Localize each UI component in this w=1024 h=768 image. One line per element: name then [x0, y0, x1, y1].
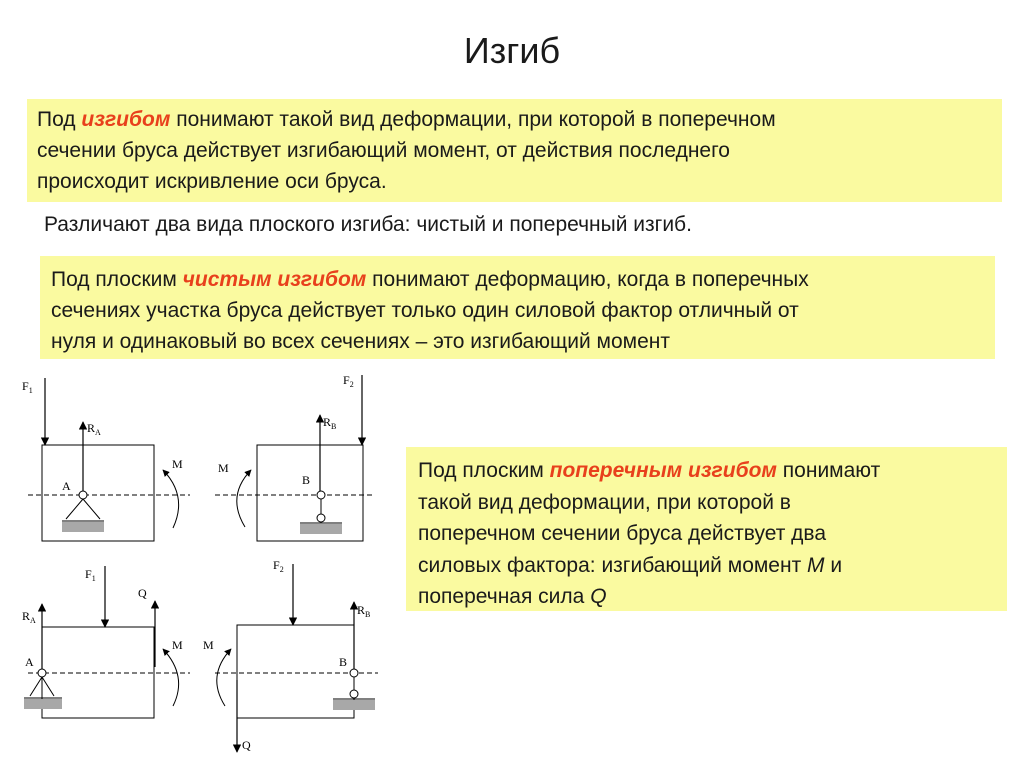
diagram-pure-right [215, 373, 375, 541]
label-b: B [302, 473, 311, 487]
term-transverse-bending: поперечным изгибом [549, 459, 777, 482]
label-ra: $R_A$ [22, 609, 36, 625]
ground-b [333, 700, 375, 710]
label-f2: $F_2$ [343, 373, 354, 389]
moment-arrow [163, 649, 179, 706]
label-ra: $R_A$ [87, 421, 101, 437]
label-b: B [339, 655, 348, 669]
moment-arrow [163, 470, 179, 528]
definition-transverse-bending: Под плоским поперечным изгибом понимают такой вид деформации, при которой в поперечном сечении бруса действует два силовых фактора: изгибающий момент М и поперечная сила Q [406, 447, 1007, 611]
moment-arrow [237, 470, 251, 527]
definition-bending: Под изгибом понимают такой вид деформации, при которой в поперечном сечении бруса действует изгибающий момент, от действия последнего происходит искривление оси бруса. [27, 99, 1002, 202]
label-f1: $F_1$ [22, 379, 33, 395]
label-a: A [25, 655, 34, 669]
roller-support-b [350, 669, 358, 677]
page-title: Изгиб [463, 30, 561, 71]
types-of-bending: Различают два вида плоского изгиба: чистый и поперечный изгиб. [44, 213, 692, 236]
label-m: M [203, 638, 214, 652]
pin-support-a [38, 669, 46, 677]
label-q: Q [242, 738, 251, 752]
label-a: A [62, 479, 71, 493]
label-f1: $F_1$ [85, 567, 96, 583]
label-m: M [172, 457, 183, 471]
label-rb: $R_B$ [357, 603, 371, 619]
term-bending: изгибом [81, 108, 171, 131]
label-f2: $F_2$ [273, 558, 284, 574]
ground-b [300, 524, 342, 534]
pin-support-a [79, 491, 87, 499]
diagram-transverse-right [203, 558, 378, 752]
label-q: Q [138, 586, 147, 600]
label-rb: $R_B$ [323, 415, 337, 431]
label-m: M [218, 461, 229, 475]
label-m: M [172, 638, 183, 652]
moment-arrow [217, 649, 231, 706]
ground-a [24, 699, 62, 709]
definition-pure-bending: Под плоским чистым изгибом понимают деформацию, когда в поперечных сечениях участка бруса действует только один силовой фактор отличный от нуля и одинаковый во всех сечениях – это изгибающий момент [40, 256, 995, 359]
diagram-transverse-left [22, 566, 190, 718]
ground-a [62, 522, 104, 532]
roller-support-b [317, 491, 325, 499]
term-pure-bending: чистым изгибом [182, 268, 367, 291]
diagram-pure-left [22, 378, 190, 541]
